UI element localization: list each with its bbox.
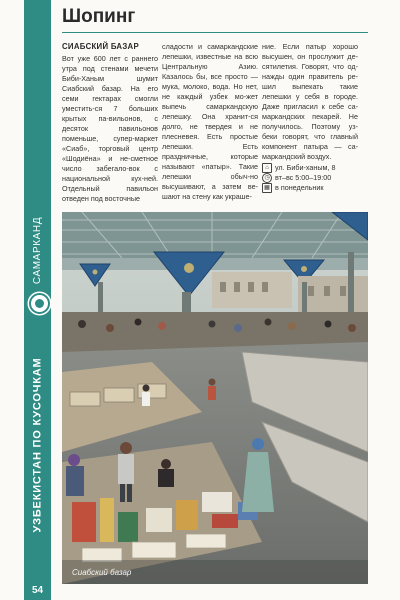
side-city-label: САМАРКАНД <box>32 216 44 284</box>
map-pin-icon: ⌂ <box>262 163 272 173</box>
calendar-icon: ▦ <box>262 183 272 193</box>
chapter-marker-icon <box>29 293 50 314</box>
text-column-3 <box>262 42 358 193</box>
closed-row: ▦ в понедельник <box>262 183 358 193</box>
hours-row: ◷ вт–вс 5:00–19:00 <box>262 173 358 183</box>
text-column-2 <box>162 42 258 202</box>
body-text: ние. Если патыр хорошо высушен, он прослужит де-сятилетия. Говорят, что од-нажды один правитель ре-шил выпекать такие лепешки у себя в городе. Даже пригласил к себе са-маркандских пекарей. Не получилось. Поэтому уз-беки говорят, что главный компонент патыра — са-маркандский воздух. <box>262 42 358 161</box>
clock-icon: ◷ <box>262 173 272 183</box>
body-text: Вот уже 600 лет с раннего утра под стенами мечети Биби-Ханым шумит Сиабский базар. На его семи гектарах смогли уместить-ся 7 больших крытых па-вильонов, с десяток павильонов поменьше, супер-маркет «Сиаб», торговый центр «Шодиёна» и не-сметное число забегало-вок с национальной кух-ней. Отдельный павильон отведен под восточные <box>62 54 158 203</box>
page-number: 54 <box>24 580 51 600</box>
page-title: Шопинг <box>62 6 136 27</box>
bazaar-photo <box>62 212 368 584</box>
info-block <box>262 163 358 193</box>
address-row: ⌂ ул. Биби-ханым, 8 <box>262 163 358 173</box>
photo-caption: Сиабский базар <box>72 568 132 577</box>
side-book-title: УЗБЕКИСТАН ПО КУСОЧКАМ <box>31 357 44 533</box>
text-column-1 <box>62 42 158 204</box>
title-divider <box>62 32 368 33</box>
section-subtitle: СИАБСКИЙ БАЗАР <box>62 42 139 51</box>
body-text: сладости и самаркандские лепешки, известные на всю Центральную Азию. Казалось бы, все просто — мука, молоко, вода. Но нет, не каждый узбек мо-жет выпечь самаркандскую лепешку. Она хранит-ся долго, не твердея и не плесневея. Есть простые лепешки. Есть праздничные, которые называют «патыр». Такие лепешки обыч-но высушивают, а затем ве-шают на стену как украше- <box>162 42 258 201</box>
